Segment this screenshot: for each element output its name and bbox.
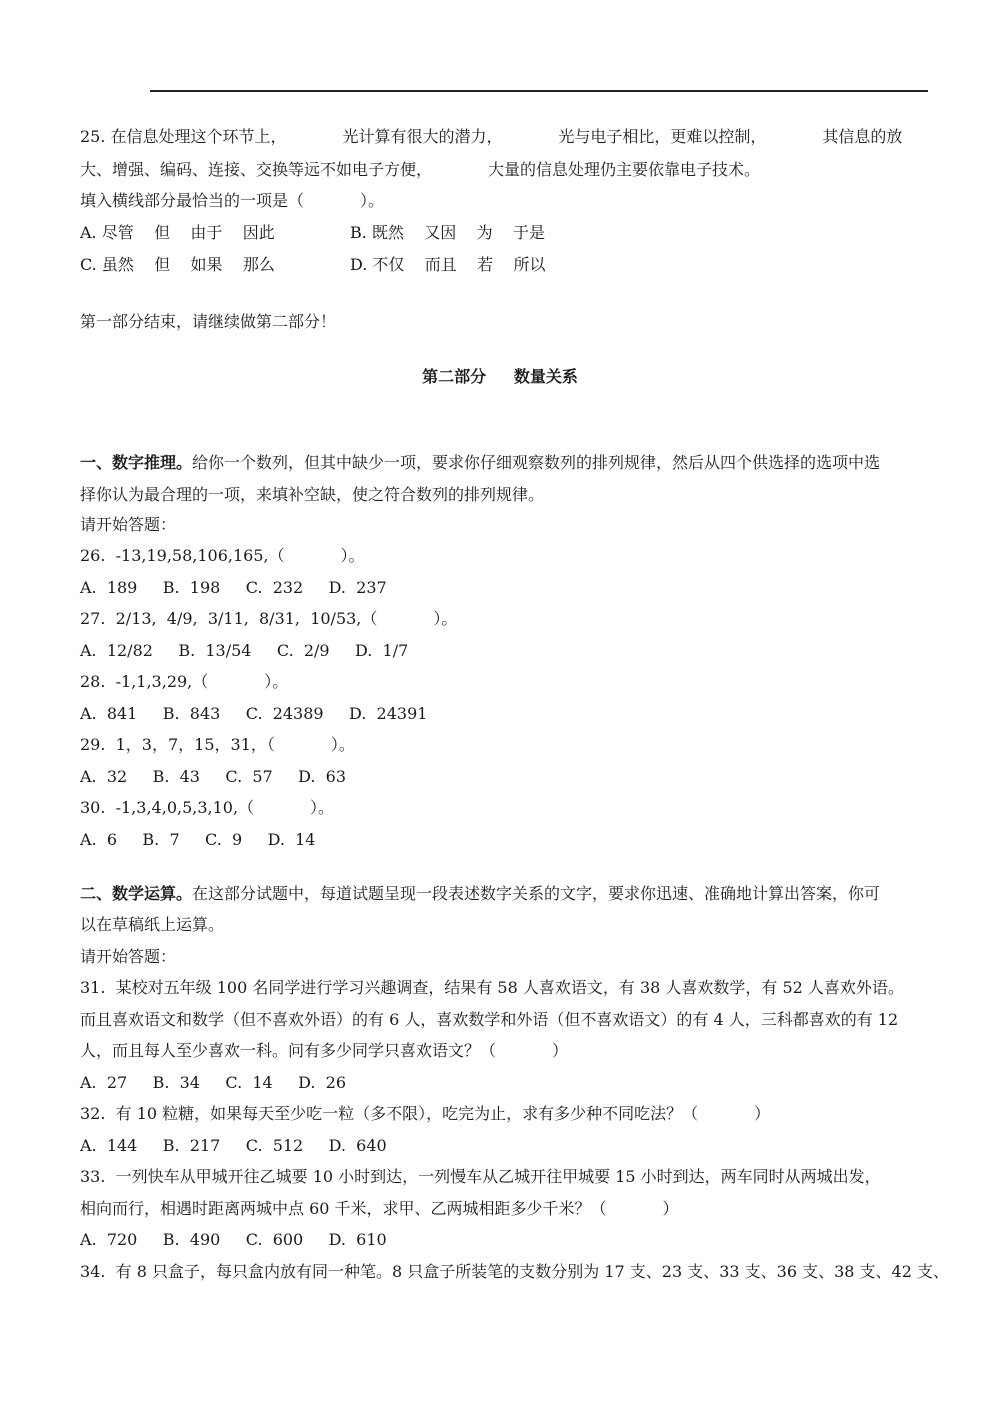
section2-intro-line2: 以在草稿纸上运算。 [80, 915, 225, 934]
section1-intro-line2: 择你认为最合理的一项，来填补空缺，使之符合数列的排列规律。 [80, 485, 545, 504]
q31-options: A. 27 B. 34 C. 14 D. 26 [80, 1073, 346, 1092]
q29-options: A. 32 B. 43 C. 57 D. 63 [80, 767, 346, 786]
q28-options: A. 841 B. 843 C. 24389 D. 24391 [80, 704, 428, 723]
q25-option-c: C. 虽然 但 如果 那么 [80, 255, 275, 274]
q25-option-b: B. 既然 又因 为 于是 [350, 223, 545, 242]
section2-heading: 二、数学运算。 [80, 884, 193, 903]
q31-line3: 人，而且每人至少喜欢一科。问有多少同学只喜欢语文？（ ） [80, 1041, 568, 1060]
section1-start: 请开始答题： [80, 515, 177, 534]
q33-line1: 33. 一列快车从甲城开往乙城要 10 小时到达，一列慢车从乙城开往甲城要 15 小时到达，两车同时从两城出发， [80, 1167, 881, 1186]
q33-options: A. 720 B. 490 C. 600 D. 610 [80, 1230, 387, 1249]
q27: 27. 2/13, 4/9, 3/11, 8/31, 10/53,（ ）。 [80, 609, 458, 628]
q25-prompt: 填入横线部分最恰当的一项是（ ）。 [80, 191, 384, 210]
q30: 30. -1,3,4,0,5,3,10,（ ）。 [80, 798, 335, 817]
part2-title: 第二部分 数量关系 [422, 367, 578, 386]
section2-intro [80, 883, 880, 905]
q30-options: A. 6 B. 7 C. 9 D. 14 [80, 830, 316, 849]
section1-heading: 一、数字推理。 [80, 453, 193, 472]
q31-line1: 31. 某校对五年级 100 名同学进行学习兴趣调查，结果有 58 人喜欢语文，有 38 人喜欢数学，有 52 人喜欢外语。 [80, 978, 904, 997]
section1-intro [80, 452, 880, 474]
q32-options: A. 144 B. 217 C. 512 D. 640 [80, 1136, 387, 1155]
section1-intro-text: 给你一个数列，但其中缺少一项，要求你仔细观察数列的排列规律，然后从四个供选择的选项中选 [192, 453, 881, 472]
q32: 32. 有 10 粒糖，如果每天至少吃一粒（多不限），吃完为止，求有多少种不同吃法？（ ） [80, 1104, 771, 1123]
part1-end-note: 第一部分结束，请继续做第二部分！ [80, 312, 337, 331]
q28: 28. -1,1,3,29,（ ）。 [80, 672, 289, 691]
q25-line2: 大、增强、编码、连接、交换等远不如电子方便， 大量的信息处理仍主要依靠电子技术。 [80, 160, 760, 179]
q25-option-a: A. 尽管 但 由于 因此 [80, 223, 275, 242]
q29: 29. 1，3，7，15，31，（ ）。 [80, 735, 355, 754]
q34-line1: 34. 有 8 只盒子，每只盒内放有同一种笔。8 只盒子所装笔的支数分别为 17 支、23 支、33 支、36 支、38 支、42 支、 [80, 1262, 949, 1281]
q26-options: A. 189 B. 198 C. 232 D. 237 [80, 578, 387, 597]
q25-option-d: D. 不仅 而且 若 所以 [350, 255, 546, 274]
header-rule [150, 90, 928, 92]
section2-intro-text: 在这部分试题中，每道试题呈现一段表述数字关系的文字，要求你迅速、准确地计算出答案，你可 [192, 884, 881, 903]
q31-line2: 而且喜欢语文和数学（但不喜欢外语）的有 6 人，喜欢数学和外语（但不喜欢语文）的有 4 人，三科都喜欢的有 12 [80, 1010, 899, 1029]
q26: 26. -13,19,58,106,165,（ ）。 [80, 546, 365, 565]
section2-start: 请开始答题： [80, 947, 177, 966]
q27-options: A. 12/82 B. 13/54 C. 2/9 D. 1/7 [80, 641, 409, 660]
q25-line1: 25. 在信息处理这个环节上， 光计算有很大的潜力， 光与电子相比，更难以控制， 其信息的放 [80, 127, 903, 146]
q33-line2: 相向而行，相遇时距离两城中点 60 千米，求甲、乙两城相距多少千米？（ ） [80, 1199, 679, 1218]
